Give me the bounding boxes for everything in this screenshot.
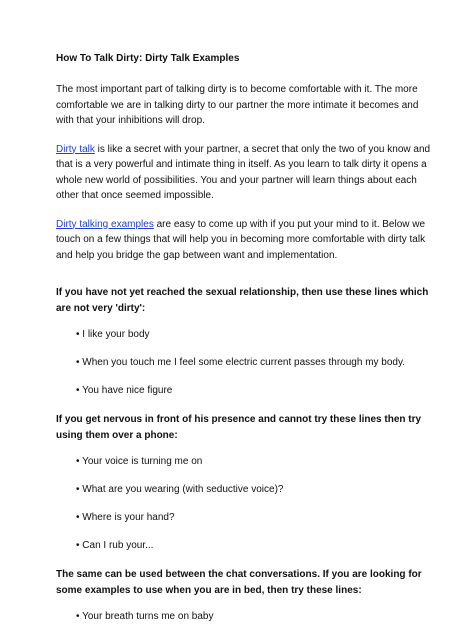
document-page	[56, 52, 436, 638]
dirty-talk-paragraph	[56, 142, 436, 204]
document-title: How To Talk Dirty: Dirty Talk Examples	[56, 53, 240, 64]
dirty-talk-link[interactable]: Dirty talk	[56, 143, 95, 155]
section-heading-not-dirty: If you have not yet reached the sexual relationship, then use these lines which are not very 'dirty':	[56, 287, 429, 314]
list-not-dirty	[76, 328, 436, 398]
section-heading-phone: If you get nervous in front of his presence and cannot try these lines then try using them over a phone:	[56, 414, 422, 441]
list-item: • What are you wearing (with seductive voice)?	[76, 484, 284, 495]
list-item: • When you touch me I feel some electric current passes through my body.	[76, 357, 406, 368]
section-heading-chat: The same can be used between the chat conversations. If you are looking for some examples to use when you are in bed, then try these lines:	[56, 569, 422, 596]
list-chat	[76, 610, 436, 624]
list-item: • You have nice figure	[76, 385, 173, 396]
examples-paragraph	[56, 217, 436, 264]
list-item: • Where is your hand?	[76, 512, 175, 523]
intro-paragraph: The most important part of talking dirty is to become comfortable with it. The more comfortable we are in talking dirty to our partner the more intimate it becomes and with that your inhibitions will drop.	[56, 84, 419, 126]
dirty-talk-paragraph-text: is like a secret with your partner, a secret that only the two of you know and that is a very powerful and intimate thing in itself. As you learn to talk dirty it opens a whole new world of possibilities. You and your partner will learn things about each other that once seemed impossible.	[56, 143, 431, 201]
list-phone	[76, 455, 436, 553]
list-item: • Your breath turns me on baby	[76, 611, 214, 622]
list-item: • I like your body	[76, 329, 150, 340]
list-item: • Your voice is turning me on	[76, 456, 203, 467]
dirty-talking-examples-link[interactable]: Dirty talking examples	[56, 218, 154, 230]
list-item: • Can I rub your...	[76, 540, 154, 551]
examples-paragraph-text: are easy to come up with if you put your mind to it. Below we touch on a few things that will help you in becoming more comfortable with dirty talk and help you bridge the gap between want and implementation.	[56, 218, 426, 261]
